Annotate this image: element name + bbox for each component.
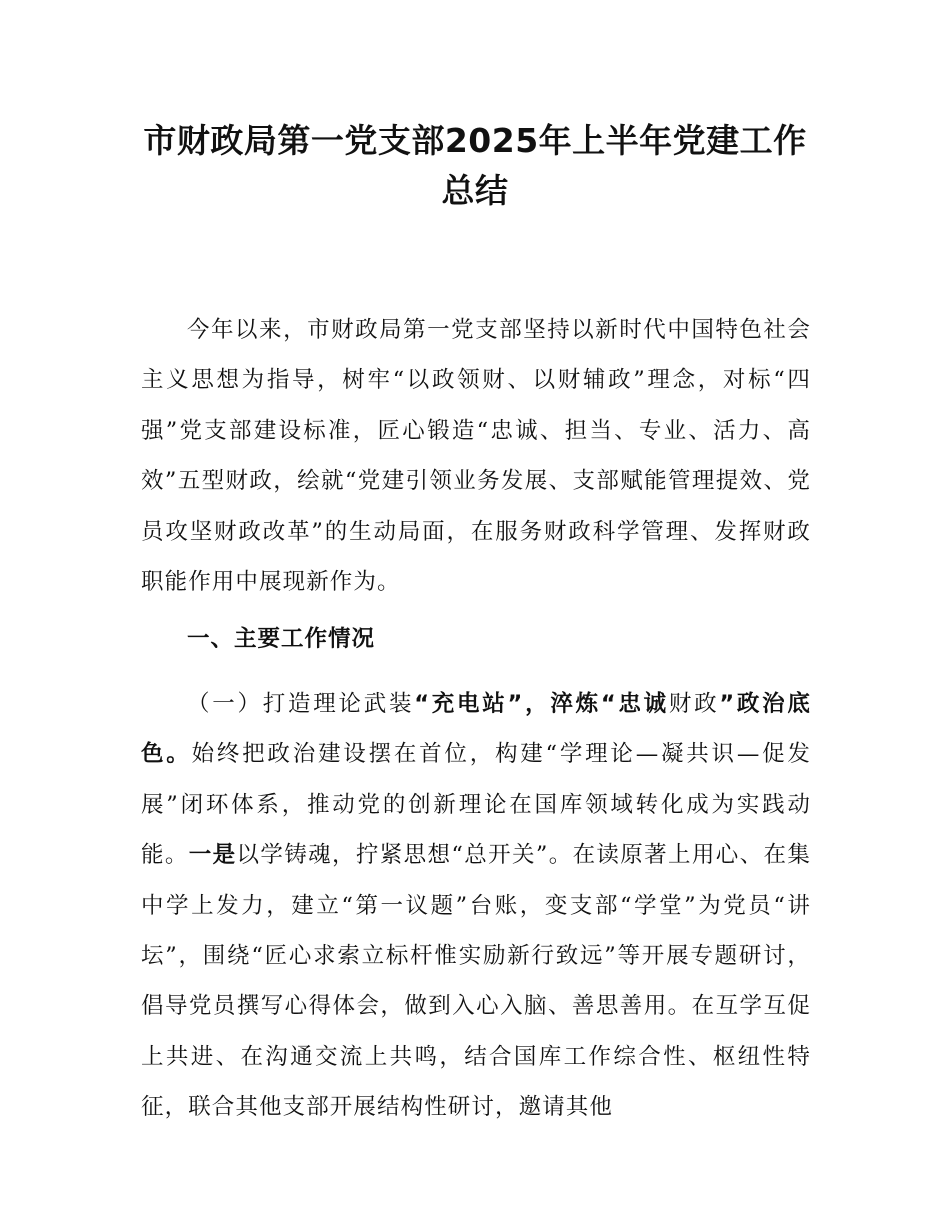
document-title bbox=[110, 116, 840, 216]
subsection-middle-text: 财政 bbox=[668, 691, 720, 717]
title-line-1: 市财政局第一党支部2025年上半年党建工作 bbox=[143, 121, 807, 160]
title-line-2: 总结 bbox=[441, 171, 509, 210]
subsection-body-2: 以学铸魂，拧紧思想“总开关”。在读原著上用心、在集中学上发力，建立“第一议题”台账，变支部“学堂”为党员“讲坛”，围绕“匠心求索立标杆惟实励新行致远”等开展专题研讨，倡导党员撰写心得体会，做到入心入脑、善思善用。在互学互促上共进、在沟通交流上共鸣，结合国库工作综合性、枢纽性特征，联合其他支部开展结构性研讨，邀请其他 bbox=[141, 842, 812, 1121]
section-paragraph-theory bbox=[141, 679, 811, 1133]
subsection-bold-part-2: ”政治底色。 bbox=[141, 691, 811, 768]
subsection-body-1: 始终把政治建设摆在首位，构建“学理论—凝共识—促发展”闭环体系，推动党的创新理论在国库领域转化成为实践动能。 bbox=[141, 741, 811, 869]
point-marker-first: 一是 bbox=[188, 842, 237, 869]
section-heading-main-work: 一、主要工作情况 bbox=[187, 626, 376, 652]
subsection-bold-part-1: “充电站”，淬炼“忠诚 bbox=[414, 691, 669, 717]
subsection-prefix: （一）打造理论武装 bbox=[187, 691, 415, 717]
intro-paragraph: 今年以来，市财政局第一党支部坚持以新时代中国特色社会主义思想为指导，树牢“以政领财、以财辅政”理念，对标“四强”党支部建设标准，匠心锻造“忠诚、担当、专业、活力、高效”五型财政，绘就“党建引领业务发展、支部赋能管理提效、党员攻坚财政改革”的生动局面，在服务财政科学管理、发挥财政职能作用中展现新作为。 bbox=[141, 317, 811, 596]
